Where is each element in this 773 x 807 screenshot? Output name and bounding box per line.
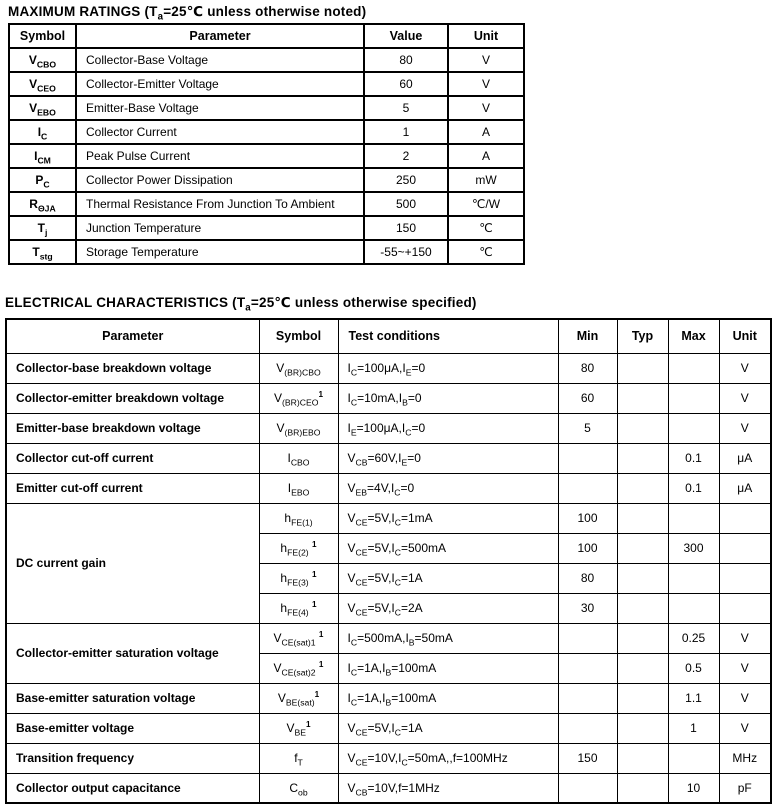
cell-test-conditions: $I_E=100\mu A,I_C=0$ (338, 413, 558, 443)
cell-symbol: $V_{CEO}$ (9, 72, 76, 96)
cell-unit: MHz (719, 743, 771, 773)
cell-typ (617, 653, 668, 683)
cell-symbol: $h_{FE(3)}$ $^1$ (259, 563, 338, 593)
cell-test-conditions: $V_{CE}=5V,I_C=1mA$ (338, 503, 558, 533)
cell-min (558, 653, 617, 683)
cell-symbol: $R_{\Theta JA}$ (9, 192, 76, 216)
cell-value: 150 (364, 216, 448, 240)
cell-value: 1 (364, 120, 448, 144)
cell-unit (719, 593, 771, 623)
cell-value: 250 (364, 168, 448, 192)
cell-test-conditions: $I_C=100\mu A,I_E=0$ (338, 353, 558, 383)
cell-parameter: Collector output capacitance (6, 773, 259, 803)
cell-parameter: Collector Power Dissipation (76, 168, 364, 192)
cell-unit: A (448, 144, 524, 168)
max-ratings-row (9, 48, 524, 72)
cell-min: 100 (558, 503, 617, 533)
electrical-row (6, 743, 771, 773)
cell-typ (617, 563, 668, 593)
electrical-characteristics-title: ELECTRICAL CHARACTERISTICS ($T_a=25℃$ unless otherwise specified) (5, 295, 477, 314)
cell-max (668, 503, 719, 533)
cell-max: 1 (668, 713, 719, 743)
electrical-row (6, 413, 771, 443)
cell-max: 0.1 (668, 443, 719, 473)
column-header: Typ (617, 319, 668, 353)
cell-max: 0.5 (668, 653, 719, 683)
cell-symbol: $h_{FE(1)}$ (259, 503, 338, 533)
cell-unit: V (719, 653, 771, 683)
cell-parameter: Emitter-base breakdown voltage (6, 413, 259, 443)
cell-max (668, 353, 719, 383)
cell-test-conditions: $V_{CB}=10V,f=1MHz$ (338, 773, 558, 803)
cell-unit: V (719, 413, 771, 443)
column-header: Parameter (6, 319, 259, 353)
column-header: Unit (719, 319, 771, 353)
column-header: Value (364, 24, 448, 48)
cell-symbol: $h_{FE(4)}$ $^1$ (259, 593, 338, 623)
cell-symbol: $V_{(BR)EBO}$ (259, 413, 338, 443)
cell-test-conditions: $V_{EB}=4V,I_C=0$ (338, 473, 558, 503)
cell-value: -55~+150 (364, 240, 448, 264)
cell-symbol: $h_{FE(2)}$ $^1$ (259, 533, 338, 563)
column-header: Min (558, 319, 617, 353)
cell-typ (617, 623, 668, 653)
electrical-header-row (6, 319, 771, 353)
cell-value: 80 (364, 48, 448, 72)
cell-parameter: Collector-Emitter Voltage (76, 72, 364, 96)
cell-min (558, 683, 617, 713)
cell-parameter: Collector cut-off current (6, 443, 259, 473)
cell-test-conditions: $V_{CE}=10V,I_C=50mA,,f=100MHz$ (338, 743, 558, 773)
cell-typ (617, 443, 668, 473)
cell-unit: μA (719, 473, 771, 503)
cell-unit: V (719, 353, 771, 383)
electrical-characteristics-table (5, 318, 772, 804)
cell-unit: ℃/W (448, 192, 524, 216)
cell-max: 10 (668, 773, 719, 803)
cell-unit: V (719, 383, 771, 413)
cell-test-conditions: $V_{CE}=5V,I_C=500mA$ (338, 533, 558, 563)
cell-symbol: $I_C$ (9, 120, 76, 144)
cell-symbol: $V_{CE(sat)1}$ $^1$ (259, 623, 338, 653)
cell-max (668, 413, 719, 443)
cell-min: 150 (558, 743, 617, 773)
max-ratings-row (9, 144, 524, 168)
cell-test-conditions: $V_{CE}=5V,I_C=1A$ (338, 713, 558, 743)
cell-parameter: Collector-base breakdown voltage (6, 353, 259, 383)
cell-typ (617, 503, 668, 533)
cell-unit (719, 503, 771, 533)
cell-test-conditions: $V_{CE}=5V,I_C=2A$ (338, 593, 558, 623)
cell-parameter: Base-emitter voltage (6, 713, 259, 743)
cell-test-conditions: $I_C=500mA,I_B=50mA$ (338, 623, 558, 653)
cell-parameter: Thermal Resistance From Junction To Ambient (76, 192, 364, 216)
cell-unit: V (448, 48, 524, 72)
column-header: Parameter (76, 24, 364, 48)
cell-min (558, 443, 617, 473)
cell-typ (617, 773, 668, 803)
cell-max: 0.1 (668, 473, 719, 503)
cell-symbol: $C_{ob}$ (259, 773, 338, 803)
cell-typ (617, 593, 668, 623)
cell-typ (617, 713, 668, 743)
cell-unit: pF (719, 773, 771, 803)
cell-min (558, 713, 617, 743)
electrical-row (6, 713, 771, 743)
cell-symbol: $f_T$ (259, 743, 338, 773)
cell-test-conditions: $I_C=1A,I_B=100mA$ (338, 683, 558, 713)
max-ratings-row (9, 240, 524, 264)
max-ratings-header-row (9, 24, 524, 48)
cell-min: 80 (558, 353, 617, 383)
cell-parameter: Peak Pulse Current (76, 144, 364, 168)
cell-max: 1.1 (668, 683, 719, 713)
cell-parameter: Junction Temperature (76, 216, 364, 240)
cell-unit: ℃ (448, 216, 524, 240)
cell-max (668, 383, 719, 413)
column-header: Test conditions (338, 319, 558, 353)
cell-symbol: $T_{stg}$ (9, 240, 76, 264)
cell-unit (719, 563, 771, 593)
cell-value: 2 (364, 144, 448, 168)
cell-typ (617, 383, 668, 413)
cell-typ (617, 473, 668, 503)
cell-symbol: $T_j$ (9, 216, 76, 240)
cell-typ (617, 683, 668, 713)
max-ratings-row (9, 72, 524, 96)
max-ratings-row (9, 168, 524, 192)
cell-parameter: Emitter-Base Voltage (76, 96, 364, 120)
max-ratings-row (9, 120, 524, 144)
cell-typ (617, 413, 668, 443)
cell-symbol: $V_{(BR)CEO}^1$ (259, 383, 338, 413)
cell-min (558, 623, 617, 653)
cell-parameter: Storage Temperature (76, 240, 364, 264)
cell-parameter: Collector-emitter saturation voltage (6, 623, 259, 683)
cell-typ (617, 743, 668, 773)
cell-parameter: Base-emitter saturation voltage (6, 683, 259, 713)
cell-symbol: $V_{CBO}$ (9, 48, 76, 72)
cell-value: 5 (364, 96, 448, 120)
cell-unit: ℃ (448, 240, 524, 264)
max-ratings-title: MAXIMUM RATINGS ($T_a=25℃$ unless otherwise noted) (8, 4, 367, 23)
cell-symbol: $P_C$ (9, 168, 76, 192)
electrical-row (6, 623, 771, 653)
cell-parameter: DC current gain (6, 503, 259, 623)
cell-parameter: Emitter cut-off current (6, 473, 259, 503)
electrical-row (6, 503, 771, 533)
cell-min (558, 473, 617, 503)
column-header: Symbol (9, 24, 76, 48)
cell-unit: V (448, 96, 524, 120)
cell-symbol: $I_{CM}$ (9, 144, 76, 168)
column-header: Max (668, 319, 719, 353)
cell-value: 60 (364, 72, 448, 96)
cell-symbol: $V_{(BR)CBO}$ (259, 353, 338, 383)
cell-min (558, 773, 617, 803)
cell-parameter: Collector-emitter breakdown voltage (6, 383, 259, 413)
cell-symbol: $I_{CBO}$ (259, 443, 338, 473)
electrical-row (6, 353, 771, 383)
cell-max (668, 743, 719, 773)
cell-test-conditions: $I_C=1A,I_B=100mA$ (338, 653, 558, 683)
cell-unit: V (719, 683, 771, 713)
cell-unit: V (719, 623, 771, 653)
cell-min: 80 (558, 563, 617, 593)
cell-value: 500 (364, 192, 448, 216)
cell-symbol: $V_{CE(sat)2}$ $^1$ (259, 653, 338, 683)
cell-unit: V (448, 72, 524, 96)
electrical-row (6, 773, 771, 803)
cell-symbol: $V_{EBO}$ (9, 96, 76, 120)
electrical-row (6, 383, 771, 413)
cell-unit: V (719, 713, 771, 743)
cell-max (668, 593, 719, 623)
cell-parameter: Collector Current (76, 120, 364, 144)
cell-test-conditions: $V_{CE}=5V,I_C=1A$ (338, 563, 558, 593)
cell-min: 5 (558, 413, 617, 443)
cell-unit (719, 533, 771, 563)
cell-min: 30 (558, 593, 617, 623)
cell-test-conditions: $I_C=10mA,I_B=0$ (338, 383, 558, 413)
cell-unit: mW (448, 168, 524, 192)
cell-typ (617, 353, 668, 383)
cell-symbol: $V_{BE}^1$ (259, 713, 338, 743)
cell-min: 100 (558, 533, 617, 563)
cell-parameter: Transition frequency (6, 743, 259, 773)
max-ratings-table (8, 23, 525, 265)
cell-max (668, 563, 719, 593)
electrical-row (6, 443, 771, 473)
cell-symbol: $V_{BE(sat)}^1$ (259, 683, 338, 713)
datasheet-page (0, 4, 773, 807)
max-ratings-row (9, 192, 524, 216)
max-ratings-row (9, 96, 524, 120)
max-ratings-row (9, 216, 524, 240)
cell-typ (617, 533, 668, 563)
column-header: Unit (448, 24, 524, 48)
cell-max: 0.25 (668, 623, 719, 653)
cell-symbol: $I_{EBO}$ (259, 473, 338, 503)
cell-test-conditions: $V_{CB}=60V,I_E=0$ (338, 443, 558, 473)
cell-parameter: Collector-Base Voltage (76, 48, 364, 72)
cell-max: 300 (668, 533, 719, 563)
column-header: Symbol (259, 319, 338, 353)
cell-min: 60 (558, 383, 617, 413)
electrical-row (6, 683, 771, 713)
cell-unit: μA (719, 443, 771, 473)
cell-unit: A (448, 120, 524, 144)
electrical-row (6, 473, 771, 503)
